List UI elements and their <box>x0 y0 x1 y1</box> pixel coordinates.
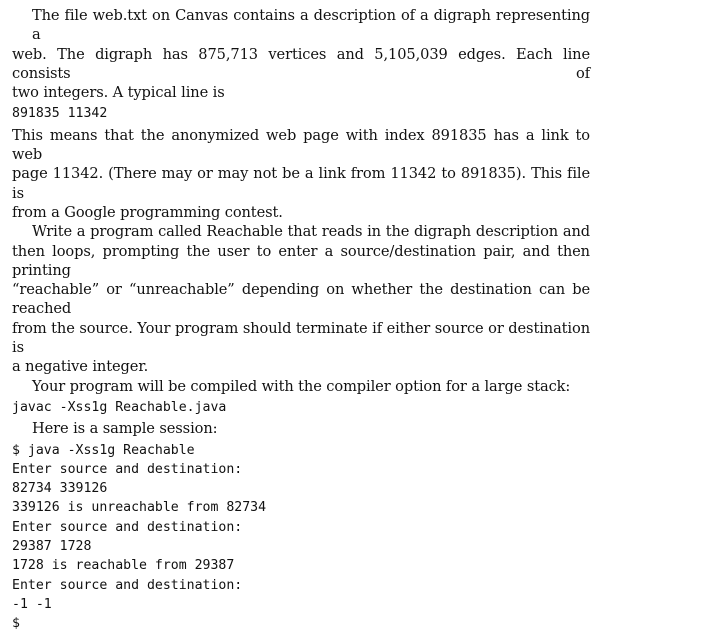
session-line: 1728 is reachable from 29387 <box>12 558 235 574</box>
paragraph-task-line-3: “reachable” or “unreachable” depending on whether the destination can be reached <box>12 281 590 318</box>
session-line: Enter source and destination: <box>12 461 243 477</box>
paragraph-task <box>12 222 590 376</box>
paragraph-intro-line-2: web. The digraph has 875,713 vertices and 5,105,039 edges. Each line consists of <box>12 45 590 82</box>
paragraph-compile-note-line-1: Your program will be compiled with the compiler option for a large stack: <box>32 377 571 395</box>
session-line: Enter source and destination: <box>12 577 243 593</box>
paragraph-task-line-1: Write a program called Reachable that reads in the digraph description and <box>32 223 590 241</box>
document-body <box>12 6 590 636</box>
paragraph-explanation-line-2: page 11342. (There may or may not be a link from 11342 to 891835). This file is <box>12 165 590 202</box>
session-line: $ java -Xss1g Reachable <box>12 442 195 458</box>
session-line: 339126 is unreachable from 82734 <box>12 500 267 516</box>
paragraph-explanation <box>12 126 590 222</box>
paragraph-explanation-line-1: This means that the anonymized web page with index 891835 has a link to web <box>12 126 590 164</box>
paragraph-intro-line-3: two integers. A typical line is <box>12 84 225 102</box>
paragraph-session-intro-line-1: Here is a sample session: <box>32 420 218 438</box>
paragraph-task-line-4: from the source. Your program should terminate if either source or destination is <box>12 319 590 357</box>
paragraph-task-line-5: a negative integer. <box>12 358 149 376</box>
session-line: Enter source and destination: <box>12 519 243 535</box>
session-line: 82734 339126 <box>12 481 108 497</box>
paragraph-session-intro <box>12 419 590 438</box>
sample-line: 891835 11342 <box>12 106 108 122</box>
paragraph-explanation-line-3: from a Google programming contest. <box>12 203 283 221</box>
session-line: 29387 1728 <box>12 539 92 555</box>
paragraph-task-line-2: then loops, prompting the user to enter a source/destination pair, and then printing <box>12 242 590 279</box>
sample-session <box>12 441 590 634</box>
paragraph-intro <box>12 6 590 102</box>
session-line: $ <box>12 616 20 632</box>
paragraph-intro-line-1: The file web.txt on Canvas contains a description of a digraph representing a <box>32 7 590 44</box>
compile-command: javac -Xss1g Reachable.java <box>12 399 227 415</box>
paragraph-compile-note <box>12 377 590 396</box>
session-line: -1 -1 <box>12 596 52 612</box>
